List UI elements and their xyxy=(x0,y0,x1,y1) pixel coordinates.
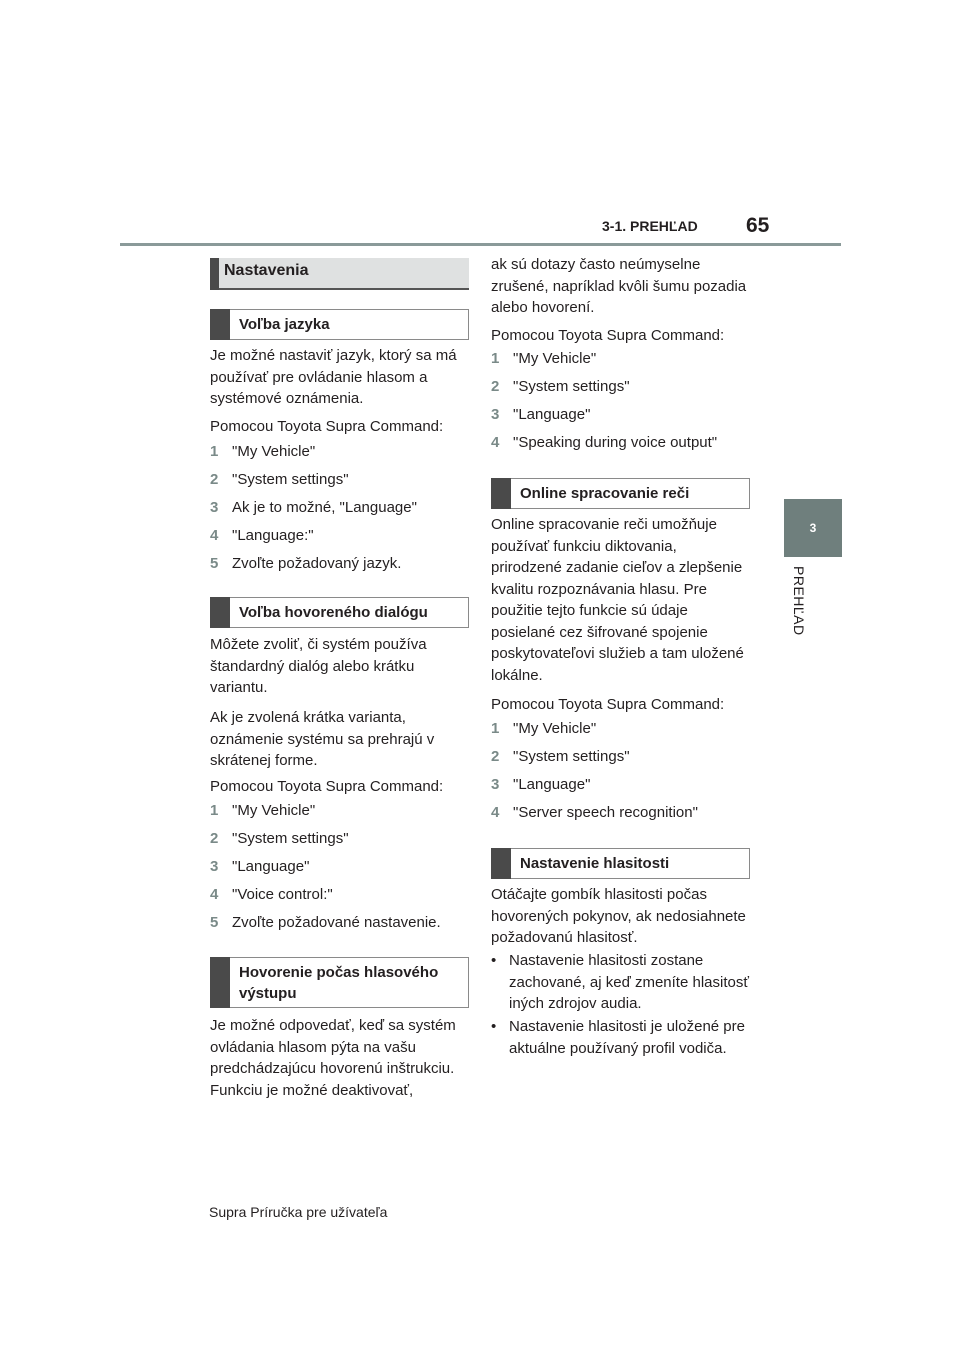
subsection-title: Voľba jazyka xyxy=(239,316,330,333)
subsection-title: Nastavenie hlasitosti xyxy=(520,855,670,872)
subsection-heading-volume xyxy=(491,848,750,879)
step-number: 4 xyxy=(491,434,500,451)
section-title: Nastavenia xyxy=(224,262,309,279)
chapter-tab xyxy=(784,499,842,557)
paragraph: Ak je zvolená krátka varianta, oznámenie systému sa prehrajú v skrátenej forme. xyxy=(210,709,435,769)
list-item xyxy=(210,829,349,849)
list-item xyxy=(491,719,596,739)
subsection-marker xyxy=(210,597,230,628)
paragraph: ak sú dotazy často neúmyselne zrušené, napríklad kvôli šumu pozadia alebo hovorení. xyxy=(491,256,747,316)
subsection-title: Hovorenie počas hlasového výstupu xyxy=(239,964,439,1002)
list-item xyxy=(491,349,596,369)
bullet-text: Nastavenie hlasitosti zostane zachované, aj keď zmeníte hlasitosť iných zdrojov audia. xyxy=(509,952,749,1012)
step-number: 2 xyxy=(210,830,219,847)
step-text: "System settings" xyxy=(513,748,630,765)
chapter-number: 3 xyxy=(809,521,817,535)
paragraph: Pomocou Toyota Supra Command: xyxy=(210,778,444,795)
page-number: 65 xyxy=(746,214,770,237)
subsection-marker xyxy=(491,848,511,879)
list-item xyxy=(210,913,441,933)
section-heading xyxy=(210,258,469,290)
list-item xyxy=(210,470,349,490)
step-text: "My Vehicle" xyxy=(513,350,597,367)
step-number: 4 xyxy=(491,804,500,821)
step-text: "Server speech recognition" xyxy=(513,804,698,821)
paragraph: Pomocou Toyota Supra Command: xyxy=(491,696,725,713)
list-item xyxy=(491,775,590,795)
paragraph: Otáčajte gombík hlasitosti počas hovorených pokynov, ak nedosiahnete požadovanú hlasitosť. xyxy=(491,886,746,946)
step-text: "System settings" xyxy=(513,378,630,395)
bullet-text: Nastavenie hlasitosti je uložené pre aktuálne používaný profil vodiča. xyxy=(509,1018,745,1057)
subsection-heading-language xyxy=(210,309,469,340)
step-text: "Voice control:" xyxy=(232,886,333,903)
step-text: "System settings" xyxy=(232,830,349,847)
chapter-label: PREHĽAD xyxy=(791,566,807,636)
paragraph: Je možné nastaviť jazyk, ktorý sa má používať pre ovládanie hlasom a systémové oznámenia. xyxy=(210,347,457,407)
step-text: "My Vehicle" xyxy=(232,443,316,460)
step-number: 1 xyxy=(210,802,219,819)
paragraph: Pomocou Toyota Supra Command: xyxy=(491,327,725,344)
section-marker xyxy=(210,258,219,290)
subsection-heading-dialog xyxy=(210,597,469,628)
step-number: 1 xyxy=(491,720,500,737)
step-number: 5 xyxy=(210,914,219,931)
step-number: 2 xyxy=(210,471,219,488)
step-number: 3 xyxy=(491,406,500,423)
list-item xyxy=(210,885,333,905)
header-divider xyxy=(120,243,841,246)
paragraph: Je možné odpovedať, keď sa systém ovládania hlasom pýta na vašu predchádzajúcu hovorenú inštrukciu. Funkciu je možné deaktivovať, xyxy=(210,1017,456,1099)
list-item xyxy=(210,498,417,518)
list-item xyxy=(491,405,590,425)
list-item xyxy=(210,801,315,821)
subsection-title: Voľba hovoreného dialógu xyxy=(239,604,428,621)
paragraph: Pomocou Toyota Supra Command: xyxy=(210,418,444,435)
subsection-heading-speaking xyxy=(210,957,469,1008)
step-text: "System settings" xyxy=(232,471,349,488)
step-number: 3 xyxy=(210,499,219,516)
step-text: "Language" xyxy=(513,776,591,793)
step-text: Ak je to možné, "Language" xyxy=(232,499,417,516)
step-text: "Speaking during voice output" xyxy=(513,434,718,451)
step-number: 3 xyxy=(491,776,500,793)
subsection-heading-online xyxy=(491,478,750,509)
subsection-title: Online spracovanie reči xyxy=(520,485,690,502)
step-number: 1 xyxy=(491,350,500,367)
step-text: "Language" xyxy=(232,858,310,875)
subsection-marker xyxy=(210,309,230,340)
list-item xyxy=(210,442,315,462)
step-text: "My Vehicle" xyxy=(513,720,597,737)
step-number: 2 xyxy=(491,748,500,765)
step-text: Zvoľte požadované nastavenie. xyxy=(232,914,441,931)
list-item xyxy=(210,526,314,546)
step-text: "My Vehicle" xyxy=(232,802,316,819)
step-number: 1 xyxy=(210,443,219,460)
step-number: 2 xyxy=(491,378,500,395)
step-text: "Language" xyxy=(513,406,591,423)
running-header-section: 3-1. PREHĽAD xyxy=(602,218,698,234)
list-item xyxy=(491,433,717,453)
step-number: 4 xyxy=(210,527,219,544)
bullet-marker: • xyxy=(491,952,497,969)
step-number: 3 xyxy=(210,858,219,875)
list-item xyxy=(491,377,630,397)
list-item xyxy=(491,747,630,767)
subsection-marker xyxy=(491,478,511,509)
list-item xyxy=(210,554,401,574)
list-item xyxy=(491,803,698,823)
step-number: 4 xyxy=(210,886,219,903)
bullet-item xyxy=(491,1016,749,1059)
step-text: Zvoľte požadovaný jazyk. xyxy=(232,555,402,572)
bullet-item xyxy=(491,950,749,1015)
step-number: 5 xyxy=(210,555,219,572)
paragraph: Online spracovanie reči umožňuje používať funkciu diktovania, prirodzené zadanie cieľov a zlepšenie kvalitu rozpoznávania hlasu. Pre použitie tejto funkcie sú údaje posielané cez šifrované spojenie poskytovateľovi služieb a tam uložené lokálne. xyxy=(491,516,744,684)
footer-text: Supra Príručka pre užívateľa xyxy=(209,1204,388,1220)
bullet-marker: • xyxy=(491,1018,497,1035)
subsection-marker xyxy=(210,957,230,1008)
step-text: "Language:" xyxy=(232,527,314,544)
paragraph: Môžete zvoliť, či systém používa štandardný dialóg alebo krátku variantu. xyxy=(210,636,427,696)
list-item xyxy=(210,857,309,877)
